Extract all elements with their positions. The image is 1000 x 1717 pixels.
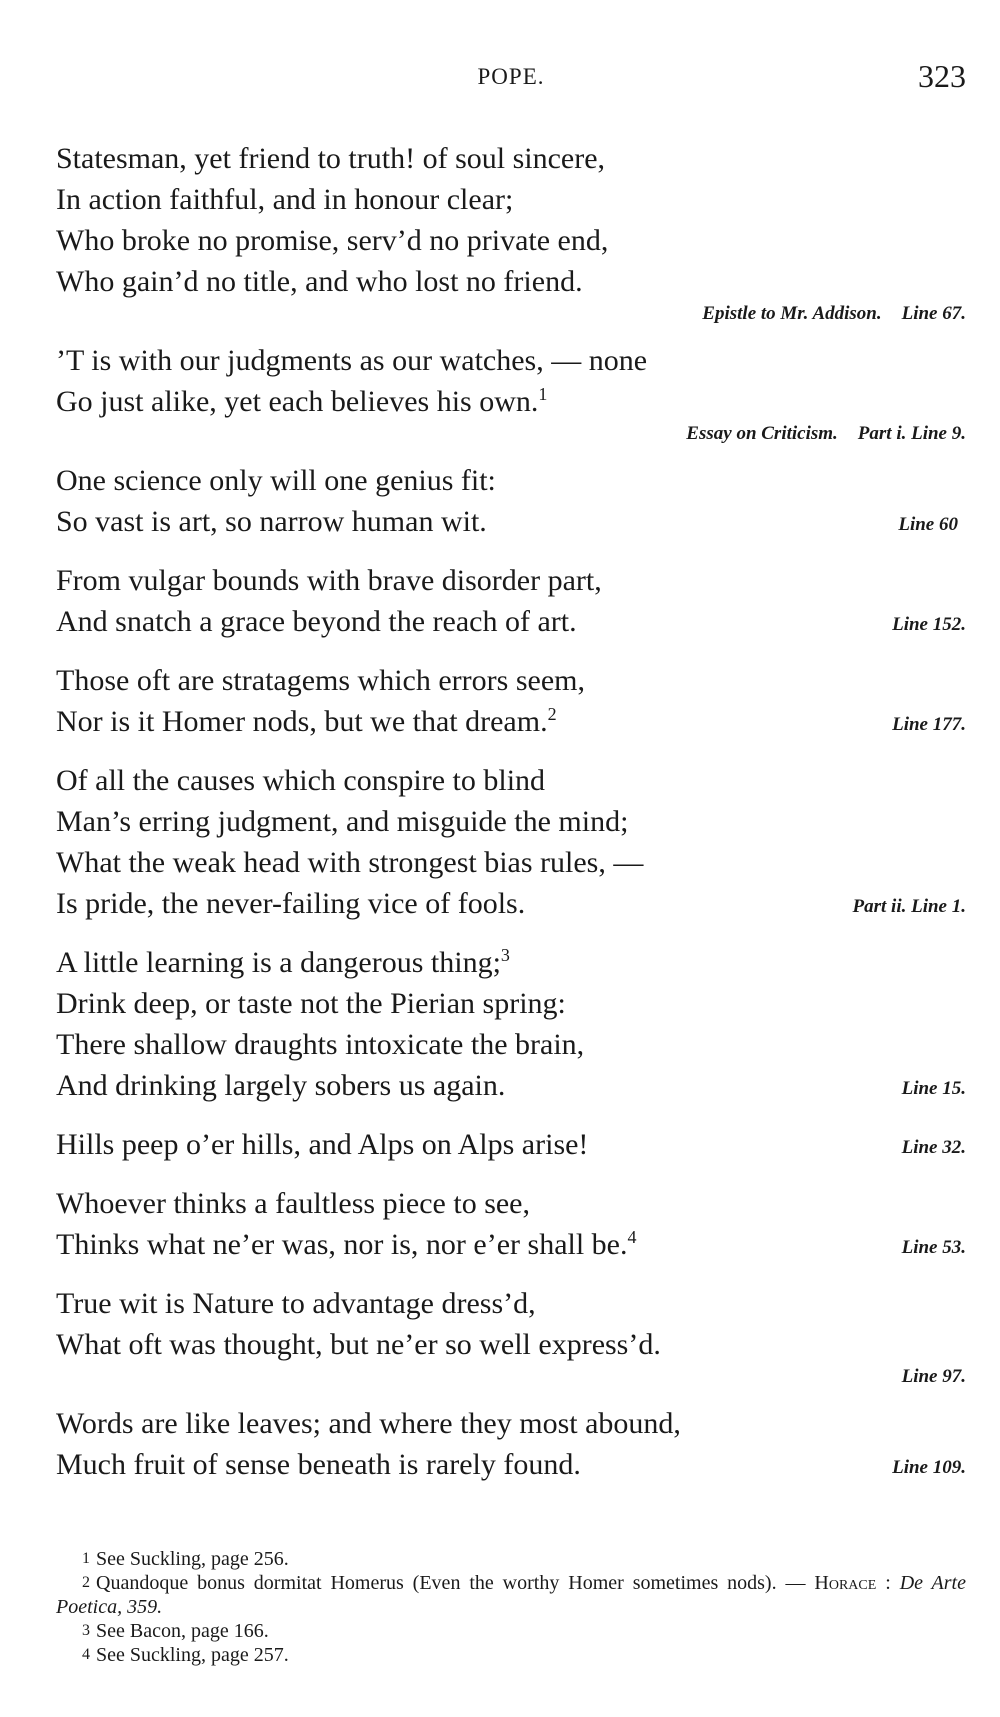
quotation xyxy=(56,1124,966,1165)
footnote-text: See Suckling, page 256. xyxy=(96,1548,289,1570)
footnote-author: Horace xyxy=(814,1572,877,1594)
quotation xyxy=(56,340,966,446)
line-reference: Line 152. xyxy=(892,614,966,635)
verse-line: Much fruit of sense beneath is rarely found. xyxy=(56,1448,581,1481)
footnote-mark: 4 xyxy=(627,1227,637,1247)
verse-row xyxy=(56,1224,966,1265)
verse-row xyxy=(56,701,966,742)
source-title: Epistle to Mr. Addison. xyxy=(702,303,882,324)
quotation xyxy=(56,1183,966,1265)
source-reference xyxy=(56,302,966,326)
quotation xyxy=(56,1283,966,1389)
quotation xyxy=(56,460,966,542)
verse-line: Who broke no promise, serv’d no private end, xyxy=(56,224,609,257)
line-reference: Part ii. Line 1. xyxy=(852,896,966,917)
quotation xyxy=(56,1403,966,1485)
page-number: 323 xyxy=(918,58,966,94)
verse-row xyxy=(56,1065,966,1106)
line-reference: Line 109. xyxy=(892,1457,966,1478)
quotation xyxy=(56,138,966,326)
verse-line xyxy=(56,381,966,422)
footnote xyxy=(56,1547,966,1571)
verse-line xyxy=(56,942,966,983)
footnote-mark: 3 xyxy=(500,945,510,965)
line-reference: Line 53. xyxy=(901,1237,966,1258)
line-reference: Line 97. xyxy=(901,1366,966,1387)
footnote-number: 2 xyxy=(82,1574,90,1591)
footnote-number: 1 xyxy=(82,1550,90,1567)
verse-text: Thinks what ne’er was, nor is, nor e’er shall be. xyxy=(56,1228,628,1261)
line-reference: Part i. Line 9. xyxy=(857,423,966,444)
verse-line: So vast is art, so narrow human wit. xyxy=(56,505,487,538)
verse-line: From vulgar bounds with brave disorder part, xyxy=(56,564,602,597)
verse-line: True wit is Nature to advantage dress’d, xyxy=(56,1287,536,1320)
verse-row xyxy=(56,1444,966,1485)
verse-line: ’T is with our judgments as our watches, — none xyxy=(56,344,648,377)
footnote-number: 3 xyxy=(82,1622,90,1639)
quotation xyxy=(56,942,966,1106)
verse-line: There shallow draughts intoxicate the brain, xyxy=(56,1028,585,1061)
line-reference: Line 32. xyxy=(901,1137,966,1158)
verse-line: Hills peep o’er hills, and Alps on Alps arise! xyxy=(56,1128,589,1161)
source-reference xyxy=(56,422,966,446)
quotations xyxy=(56,138,966,1503)
verse-row xyxy=(56,1124,966,1165)
verse-line: What the weak head with strongest bias rules, — xyxy=(56,846,644,879)
verse-line: Is pride, the never-failing vice of fools. xyxy=(56,887,526,920)
verse-line: And drinking largely sobers us again. xyxy=(56,1069,506,1102)
verse-line xyxy=(56,701,966,742)
verse-line: And snatch a grace beyond the reach of art. xyxy=(56,605,577,638)
page-header xyxy=(56,58,966,98)
footnote-number: 4 xyxy=(82,1646,90,1663)
line-reference: Line 67. xyxy=(901,303,966,324)
footnote-mark: 1 xyxy=(538,384,548,404)
verse-line: What oft was thought, but ne’er so well express’d. xyxy=(56,1328,661,1361)
verse-text: A little learning is a dangerous thing; xyxy=(56,946,501,979)
verse-row xyxy=(56,501,966,542)
running-head: POPE. xyxy=(477,64,545,89)
line-reference: Line 177. xyxy=(892,714,966,735)
footnote-text: See Suckling, page 257. xyxy=(96,1644,289,1666)
line-reference: Line 60 xyxy=(898,514,958,535)
verse-line: Drink deep, or taste not the Pierian spring: xyxy=(56,987,566,1020)
quotation xyxy=(56,560,966,642)
footnote-text: See Bacon, page 166. xyxy=(96,1620,269,1642)
line-reference: Line 15. xyxy=(901,1078,966,1099)
footnote-mark: 2 xyxy=(547,704,557,724)
verse-line: Words are like leaves; and where they most abound, xyxy=(56,1407,681,1440)
verse-text: Go just alike, yet each believes his own. xyxy=(56,385,539,418)
verse-line: Those oft are stratagems which errors seem, xyxy=(56,664,585,697)
verse-row xyxy=(56,601,966,642)
verse-text: Nor is it Homer nods, but we that dream. xyxy=(56,705,548,738)
footnote-work: De Arte Poetica, 359. xyxy=(56,1572,966,1618)
quotation xyxy=(56,760,966,924)
verse-line xyxy=(56,1224,966,1265)
verse-line: One science only will one genius fit: xyxy=(56,464,496,497)
verse-line: In action faithful, and in honour clear; xyxy=(56,183,514,216)
verse-line: Statesman, yet friend to truth! of soul sincere, xyxy=(56,142,606,175)
verse-line: Whoever thinks a faultless piece to see, xyxy=(56,1187,530,1220)
verse-line: Of all the causes which conspire to blind xyxy=(56,764,546,797)
verse-line: Who gain’d no title, and who lost no friend. xyxy=(56,265,583,298)
verse-line: Man’s erring judgment, and misguide the mind; xyxy=(56,805,629,838)
verse-row xyxy=(56,883,966,924)
source-title: Essay on Criticism. xyxy=(686,423,838,444)
quotation xyxy=(56,660,966,742)
footnote-text: Quandoque bonus dormitat Homerus (Even the worthy Homer sometimes nods). — xyxy=(96,1572,806,1594)
footnote xyxy=(56,1619,966,1643)
footnotes xyxy=(56,1547,966,1667)
footnote: 2 Quandoque bonus dormitat Homerus (Even the worthy Homer sometimes nods). — Horace : De Arte Poetica, 359. xyxy=(56,1572,966,1618)
footnote xyxy=(56,1643,966,1667)
